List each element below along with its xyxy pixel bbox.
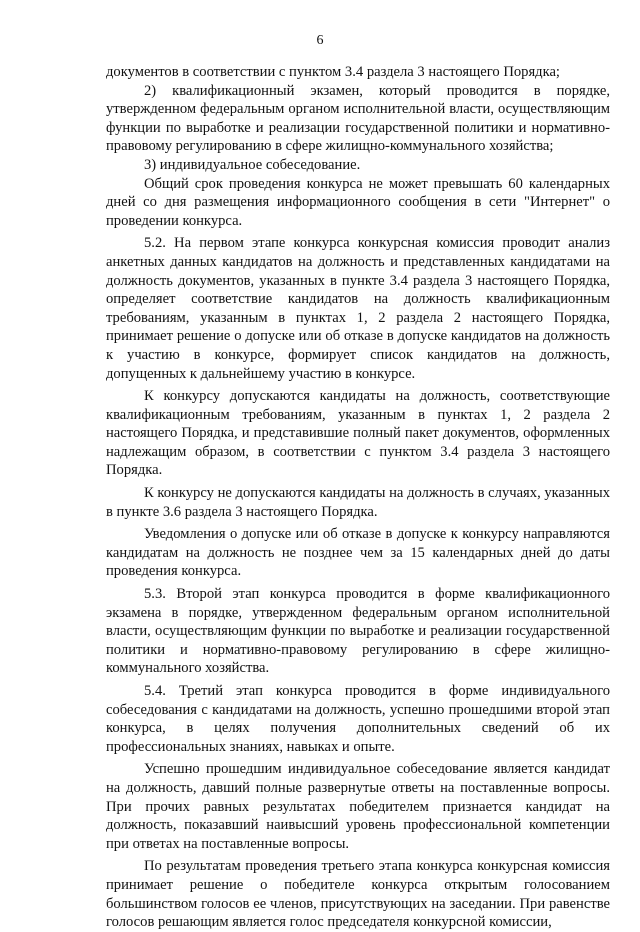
- paragraph: К конкурсу не допускаются кандидаты на должность в случаях, указанных в пункте 3.6 раздела 3 настоящего Порядка.: [106, 485, 610, 520]
- document-body: [106, 63, 610, 932]
- paragraph: К конкурсу допускаются кандидаты на должность, соответствующие квалификационным требованиям, указанным в пунктах 1, 2 раздела 2 настоящего Порядка, и представившие полный пакет документов, оформленных надлежащим образом, в соответствии с пунктом 3.4 раздела 3 настоящего Порядка.: [106, 388, 610, 479]
- paragraph: 5.2. На первом этапе конкурса конкурсная комиссия проводит анализ анкетных данных кандидатов на должность и представленных кандидатами на должность документов, указанных в пункте 3.4 раздела 3 настоящего Порядка, определяет соответствие кандидатов на должность квалификационным требованиям, указанным в пунктах 1, 2 раздела 2 настоящего Порядка, принимает решение о допуске или об отказе в допуске кандидатов на должность к участию в конкурсе, формирует список кандидатов на должность, допущенных к дальнейшему участию в конкурсе.: [106, 235, 610, 382]
- paragraph: 5.4. Третий этап конкурса проводится в форме индивидуального собеседования с кандидатами на должность, успешно прошедшими второй этап конкурса, в целях получения дополнительных сведений об их профессиональных знаниях, навыках и опыте.: [106, 683, 610, 755]
- paragraph: 2) квалификационный экзамен, который проводится в порядке, утвержденном федеральным органом исполнительной власти, осуществляющим функции по выработке и реализации государственной политики и нормативно-правовому регулированию в сфере жилищно-коммунального хозяйства;: [106, 82, 610, 155]
- paragraph: По результатам проведения третьего этапа конкурса конкурсная комиссия принимает решение о победителе конкурса открытым голосованием большинством голосов ее членов, присутствующих на заседании. При равенстве голосов решающим является голос председателя конкурсной комиссии,: [106, 858, 610, 931]
- paragraph: 3) индивидуальное собеседование.: [144, 156, 361, 173]
- paragraph: Уведомления о допуске или об отказе в допуске к конкурсу направляются кандидатам на должность не позднее чем за 15 календарных дней до даты проведения конкурса.: [106, 526, 610, 580]
- page-number: 6: [316, 33, 324, 48]
- paragraph: Успешно прошедшим индивидуальное собеседование является кандидат на должность, давший полные развернутые ответы на поставленные вопросы. При прочих равных результатах победителем признается кандидат на должность, показавший наивысший уровень профессиональной компетенции при ответах на поставленные вопросы.: [106, 761, 610, 852]
- paragraph: документов в соответствии с пунктом 3.4 раздела 3 настоящего Порядка;: [106, 64, 560, 80]
- paragraph: 5.3. Второй этап конкурса проводится в форме квалификационного экзамена в порядке, утвержденном федеральным органом исполнительной власти, осуществляющим функции по выработке и реализации государственной политики и нормативно-правовому регулированию в сфере жилищно-коммунального хозяйства.: [106, 586, 610, 677]
- paragraph: Общий срок проведения конкурса не может превышать 60 календарных дней со дня размещения информационного сообщения в сети "Интернет" о проведении конкурса.: [106, 175, 610, 229]
